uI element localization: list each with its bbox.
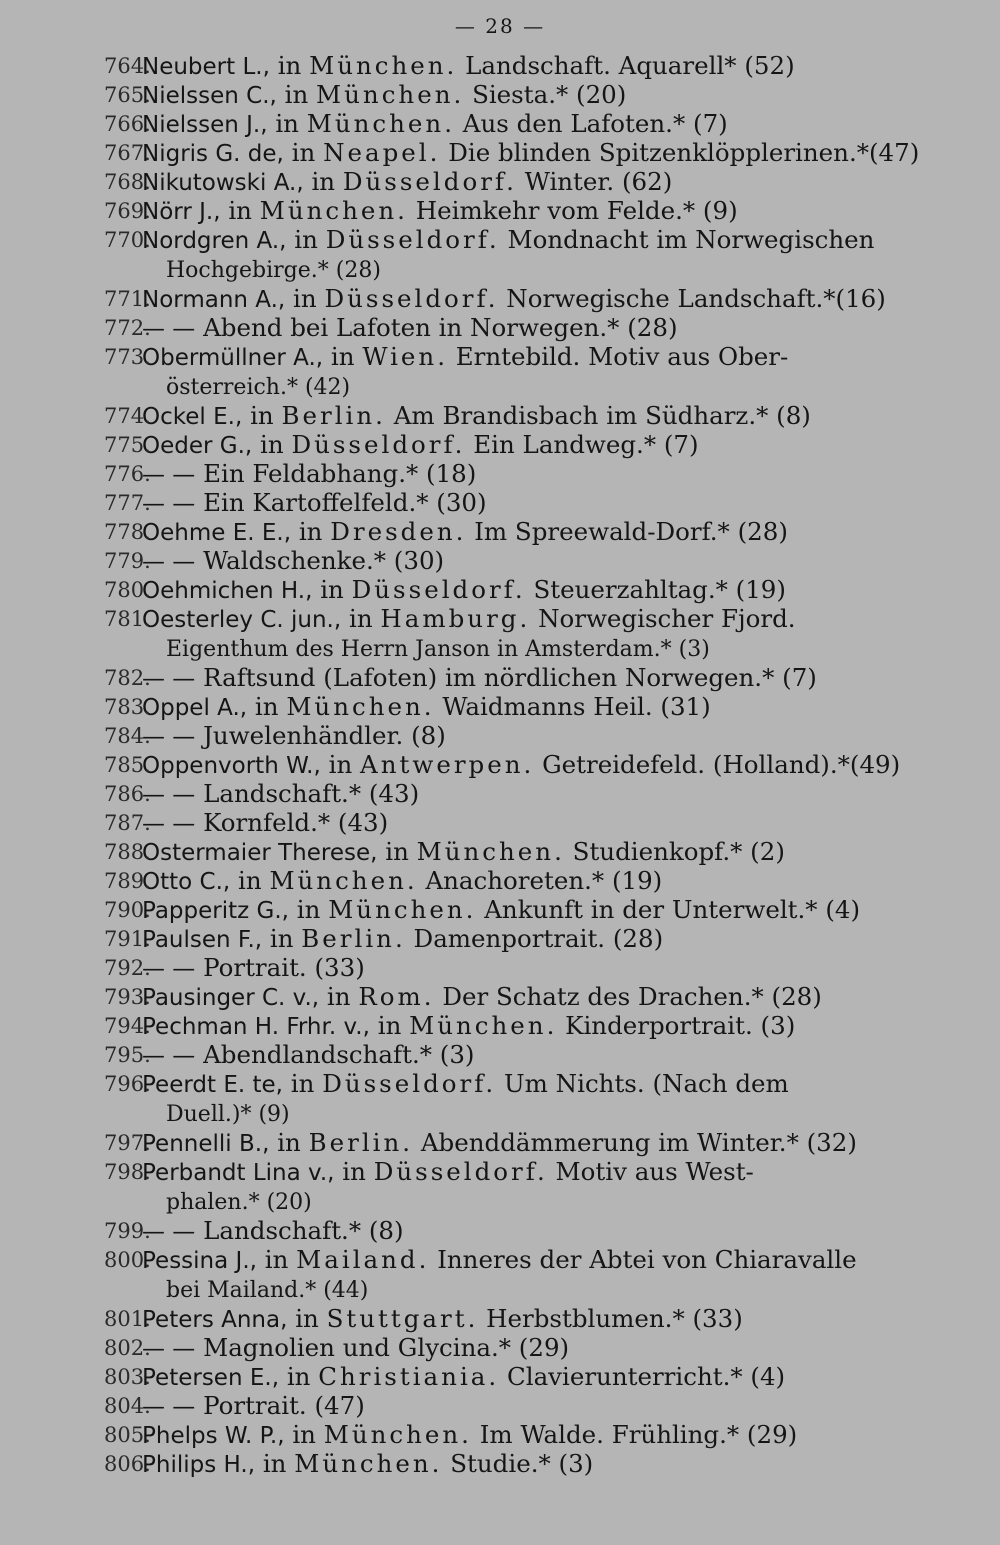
entry-city: München. xyxy=(316,80,465,109)
entry-in: in xyxy=(377,1011,402,1040)
entry-number: 786. xyxy=(104,782,151,806)
entry-number: 799. xyxy=(104,1219,151,1243)
catalog-entry xyxy=(82,780,962,809)
entry-artist: Oppel A., xyxy=(142,695,248,721)
entry-city: Wien. xyxy=(362,342,448,371)
catalog-entry xyxy=(82,1070,962,1099)
catalog-entry xyxy=(82,1421,962,1450)
entry-in: in xyxy=(262,1449,287,1478)
entry-artist: Nielssen J., xyxy=(142,112,268,138)
entry-title: Damenportrait. (28) xyxy=(413,924,664,953)
entry-title: Waidmanns Heil. (31) xyxy=(442,692,711,721)
entry-number: 773. xyxy=(104,345,151,369)
entry-title: Motiv aus West- xyxy=(555,1157,754,1186)
entry-in: in xyxy=(238,866,262,895)
entry-title: Studie.* (3) xyxy=(450,1449,594,1478)
entry-artist: Ostermaier Therese, xyxy=(142,840,378,866)
entry-title: Raftsund (Lafoten) im nördlichen Norwegen.* (7) xyxy=(203,663,817,692)
entry-title: Steuerzahltag.* (19) xyxy=(533,575,786,604)
entry-title: Abenddämmerung im Winter.* (32) xyxy=(420,1128,857,1157)
entry-number: 802. xyxy=(104,1336,151,1360)
entry-in: in xyxy=(264,1245,289,1274)
entry-city: Düsseldorf. xyxy=(373,1157,548,1186)
entry-city: Hamburg. xyxy=(380,604,531,633)
entry-number: 805. xyxy=(104,1423,151,1447)
entry-number: 778. xyxy=(104,520,151,544)
entry-city: München. xyxy=(328,895,477,924)
catalog-entry xyxy=(82,1334,962,1363)
catalog-entry xyxy=(82,197,962,226)
entry-artist: — — xyxy=(142,316,196,342)
entry-city: Düsseldorf. xyxy=(322,1069,497,1098)
entry-artist: Peters Anna, xyxy=(142,1307,288,1333)
entry-artist: Pessina J., xyxy=(142,1248,257,1274)
catalog-entry xyxy=(82,285,962,314)
entry-city: Berlin. xyxy=(308,1128,414,1157)
catalog-entry-continuation xyxy=(82,255,962,285)
entry-city: Christiania. xyxy=(318,1362,500,1391)
entry-title: Waldschenke.* (30) xyxy=(203,546,445,575)
entry-title: Norwegische Landschaft.*(16) xyxy=(506,284,886,313)
catalog-entry xyxy=(82,838,962,867)
entry-city: Düsseldorf. xyxy=(291,430,466,459)
entry-title: Abendlandschaft.* (3) xyxy=(203,1040,475,1069)
entry-in: in xyxy=(295,1304,319,1333)
entry-artist: — — xyxy=(142,491,196,517)
entry-in: in xyxy=(320,575,344,604)
catalog-entry xyxy=(82,809,962,838)
catalog-entry xyxy=(82,314,962,343)
entry-number: 794. xyxy=(104,1014,151,1038)
entry-number: 792. xyxy=(104,956,151,980)
catalog-entry xyxy=(82,954,962,983)
entry-number: 787. xyxy=(104,811,151,835)
catalog-entry xyxy=(82,343,962,372)
entry-title: Inneres der Abtei von Chiaravalle xyxy=(437,1245,857,1274)
catalog-entry xyxy=(82,139,962,168)
entry-number: 789. xyxy=(104,869,151,893)
entry-number: 771. xyxy=(104,287,151,311)
catalog-entry-continuation xyxy=(82,372,962,402)
entry-number: 764. xyxy=(104,54,151,78)
entry-artist: — — xyxy=(142,549,196,575)
entry-artist: Obermüllner A., xyxy=(142,345,324,371)
entry-city: Antwerpen. xyxy=(360,750,535,779)
catalog-entry xyxy=(82,1129,962,1158)
entry-artist: — — xyxy=(142,1336,196,1362)
entry-city: Dresden. xyxy=(330,517,467,546)
entry-number: 793. xyxy=(104,985,151,1009)
entry-artist: Nikutowski A., xyxy=(142,170,304,196)
entry-in: in xyxy=(254,692,279,721)
catalog-entry xyxy=(82,925,962,954)
catalog-entry xyxy=(82,896,962,925)
catalog-entry xyxy=(82,1217,962,1246)
entry-city: Düsseldorf. xyxy=(351,575,526,604)
entry-city: Stuttgart. xyxy=(326,1304,479,1333)
entry-number: 785. xyxy=(104,753,151,777)
entry-title: Ankunft in der Unterwelt.* (4) xyxy=(484,895,861,924)
entry-city: München. xyxy=(286,692,435,721)
entry-in: in xyxy=(277,1128,301,1157)
entry-artist: — — xyxy=(142,724,196,750)
entry-number: 765. xyxy=(104,83,151,107)
entry-artist: Pausinger C. v., xyxy=(142,985,320,1011)
entry-in: in xyxy=(293,284,317,313)
entry-artist: Ockel E., xyxy=(142,404,243,430)
entry-title: Portrait. (47) xyxy=(203,1391,365,1420)
entry-in: in xyxy=(294,225,318,254)
entry-title: Im Walde. Frühling.* (29) xyxy=(479,1420,798,1449)
entry-artist: — — xyxy=(142,1043,196,1069)
entry-artist: Nigris G. de, xyxy=(142,141,284,167)
entry-artist: Perbandt Lina v., xyxy=(142,1160,335,1186)
entry-artist: Pechman H. Frhr. v., xyxy=(142,1014,370,1040)
catalog-entry xyxy=(82,1392,962,1421)
entry-in: in xyxy=(298,517,323,546)
entry-in: in xyxy=(275,109,299,138)
entry-artist: Philips H., xyxy=(142,1452,256,1478)
entry-city: München. xyxy=(323,1420,472,1449)
entry-title: Erntebild. Motiv aus Ober- xyxy=(455,342,789,371)
catalog-entry xyxy=(82,1305,962,1334)
entry-artist: — — xyxy=(142,1394,196,1420)
catalog-entry-continuation xyxy=(82,634,962,664)
entry-title: Winter. (62) xyxy=(524,167,673,196)
entry-city: Düsseldorf. xyxy=(342,167,517,196)
entry-artist: Neubert L., xyxy=(142,54,270,80)
entry-in: in xyxy=(228,196,252,225)
entry-in: in xyxy=(284,80,309,109)
entry-city: München. xyxy=(409,1011,558,1040)
catalog-entry xyxy=(82,1041,962,1070)
entry-title: Juwelenhändler. (8) xyxy=(203,721,446,750)
entry-artist: Oeder G., xyxy=(142,433,253,459)
catalog-entry xyxy=(82,489,962,518)
entry-in: in xyxy=(385,837,409,866)
entry-number: 797. xyxy=(104,1131,151,1155)
catalog-entry xyxy=(82,867,962,896)
page-number: — 28 — xyxy=(454,14,546,38)
entry-number: 795. xyxy=(104,1043,151,1067)
entry-title: Ein Feldabhang.* (18) xyxy=(203,459,477,488)
entry-title: Clavierunterricht.* (4) xyxy=(506,1362,786,1391)
catalog-entry xyxy=(82,983,962,1012)
entry-number: 777. xyxy=(104,491,151,515)
catalog-entry-continuation xyxy=(82,1187,962,1217)
entry-city: München. xyxy=(416,837,565,866)
entry-artist: Papperitz G., xyxy=(142,898,289,924)
entry-title: Herbstblumen.* (33) xyxy=(486,1304,743,1333)
entry-number: 779. xyxy=(104,549,151,573)
entry-artist: — — xyxy=(142,956,196,982)
entry-title: Mondnacht im Norwegischen xyxy=(507,225,875,254)
entry-title: Landschaft.* (8) xyxy=(203,1216,404,1245)
entry-city: Rom. xyxy=(358,982,435,1011)
entry-title: Der Schatz des Drachen.* (28) xyxy=(442,982,822,1011)
entry-number: 790. xyxy=(104,898,151,922)
entry-in: in xyxy=(290,1069,315,1098)
entry-title: Ein Landweg.* (7) xyxy=(473,430,699,459)
entry-continuation: österreich.* (42) xyxy=(166,375,351,400)
catalog-entry xyxy=(82,518,962,547)
entry-artist: Oehme E. E., xyxy=(142,520,292,546)
entry-number: 788. xyxy=(104,840,151,864)
catalog-entry-list xyxy=(82,52,962,1479)
entry-title: Im Spreewald-Dorf.* (28) xyxy=(474,517,788,546)
catalog-entry xyxy=(82,693,962,722)
entry-title: Studienkopf.* (2) xyxy=(572,837,785,866)
entry-artist: Pennelli B., xyxy=(142,1131,270,1157)
entry-number: 774. xyxy=(104,404,151,428)
entry-city: München. xyxy=(294,1449,443,1478)
entry-title: Am Brandisbach im Südharz.* (8) xyxy=(393,401,811,430)
entry-continuation: Duell.)* (9) xyxy=(166,1102,290,1127)
entry-title: Landschaft. Aquarell* (52) xyxy=(465,51,795,80)
entry-city: Düsseldorf. xyxy=(325,225,500,254)
entry-number: 770. xyxy=(104,228,151,252)
entry-city: Berlin. xyxy=(301,924,406,953)
catalog-entry xyxy=(82,1246,962,1275)
entry-artist: Nordgren A., xyxy=(142,228,287,254)
catalog-entry xyxy=(82,664,962,693)
entry-number: 803. xyxy=(104,1365,151,1389)
entry-continuation: bei Mailand.* (44) xyxy=(166,1278,369,1303)
entry-title: Magnolien und Glycina.* (29) xyxy=(203,1333,570,1362)
entry-city: München. xyxy=(269,866,418,895)
entry-in: in xyxy=(260,430,284,459)
catalog-entry xyxy=(82,1363,962,1392)
entry-title: Kornfeld.* (43) xyxy=(203,808,389,837)
entry-number: 801. xyxy=(104,1307,151,1331)
entry-in: in xyxy=(269,924,294,953)
entry-artist: — — xyxy=(142,811,196,837)
entry-title: Kinderportrait. (3) xyxy=(565,1011,796,1040)
catalog-entry xyxy=(82,1450,962,1479)
entry-in: in xyxy=(277,51,302,80)
catalog-entry-continuation xyxy=(82,1099,962,1129)
entry-in: in xyxy=(330,342,355,371)
entry-in: in xyxy=(296,895,321,924)
entry-artist: — — xyxy=(142,1219,196,1245)
catalog-entry xyxy=(82,460,962,489)
entry-number: 796. xyxy=(104,1072,151,1096)
entry-city: Berlin. xyxy=(281,401,386,430)
entry-artist: — — xyxy=(142,462,196,488)
entry-title: Anachoreten.* (19) xyxy=(425,866,663,895)
catalog-entry xyxy=(82,110,962,139)
entry-number: 769. xyxy=(104,199,151,223)
entry-title: Norwegischer Fjord. xyxy=(538,604,796,633)
entry-number: 767. xyxy=(104,141,151,165)
catalog-entry-continuation xyxy=(82,1275,962,1305)
entry-artist: Otto C., xyxy=(142,869,231,895)
entry-title: Ein Kartoffelfeld.* (30) xyxy=(203,488,487,517)
entry-in: in xyxy=(326,982,351,1011)
catalog-entry xyxy=(82,81,962,110)
catalog-entry xyxy=(82,52,962,81)
entry-number: 791. xyxy=(104,927,151,951)
catalog-entry xyxy=(82,1158,962,1187)
entry-artist: — — xyxy=(142,782,196,808)
entry-title: Getreidefeld. (Holland).*(49) xyxy=(542,750,901,779)
entry-artist: Oppenvorth W., xyxy=(142,753,321,779)
catalog-entry xyxy=(82,1012,962,1041)
entry-number: 806. xyxy=(104,1452,151,1476)
entry-title: Siesta.* (20) xyxy=(472,80,627,109)
entry-city: München. xyxy=(306,109,455,138)
catalog-entry xyxy=(82,431,962,460)
catalog-entry xyxy=(82,576,962,605)
entry-artist: Peerdt E. te, xyxy=(142,1072,283,1098)
entry-city: München. xyxy=(259,196,408,225)
entry-in: in xyxy=(291,138,316,167)
catalog-entry xyxy=(82,605,962,634)
entry-title: Abend bei Lafoten in Norwegen.* (28) xyxy=(203,313,678,342)
entry-number: 798. xyxy=(104,1160,151,1184)
catalog-entry xyxy=(82,547,962,576)
entry-artist: Petersen E., xyxy=(142,1365,280,1391)
entry-in: in xyxy=(342,1157,366,1186)
entry-title: Portrait. (33) xyxy=(203,953,365,982)
entry-number: 783. xyxy=(104,695,151,719)
entry-in: in xyxy=(286,1362,311,1391)
entry-artist: Normann A., xyxy=(142,287,286,313)
entry-title: Landschaft.* (43) xyxy=(203,779,420,808)
entry-artist: — — xyxy=(142,666,196,692)
entry-city: Mailand. xyxy=(296,1245,430,1274)
entry-number: 780. xyxy=(104,578,151,602)
entry-continuation: phalen.* (20) xyxy=(166,1190,312,1215)
entry-number: 804. xyxy=(104,1394,151,1418)
entry-number: 784. xyxy=(104,724,151,748)
entry-artist: Oehmichen H., xyxy=(142,578,313,604)
entry-continuation: Hochgebirge.* (28) xyxy=(166,258,381,283)
entry-in: in xyxy=(250,401,274,430)
entry-number: 768. xyxy=(104,170,151,194)
entry-title: Die blinden Spitzenklöpplerinen.*(47) xyxy=(448,138,920,167)
entry-artist: Paulsen F., xyxy=(142,927,263,953)
entry-artist: Nörr J., xyxy=(142,199,221,225)
entry-in: in xyxy=(328,750,353,779)
entry-title: Heimkehr vom Felde.* (9) xyxy=(415,196,738,225)
entry-title: Aus den Lafoten.* (7) xyxy=(462,109,728,138)
catalog-entry xyxy=(82,751,962,780)
entry-continuation: Eigenthum des Herrn Janson in Amsterdam.* (3) xyxy=(166,637,710,662)
entry-number: 800. xyxy=(104,1248,151,1272)
entry-in: in xyxy=(348,604,373,633)
entry-number: 781. xyxy=(104,607,151,631)
entry-artist: Oesterley C. jun., xyxy=(142,607,342,633)
catalog-entry xyxy=(82,722,962,751)
catalog-entry xyxy=(82,168,962,197)
entry-city: Neapel. xyxy=(323,138,441,167)
entry-number: 772. xyxy=(104,316,151,340)
catalog-entry xyxy=(82,402,962,431)
entry-in: in xyxy=(292,1420,316,1449)
entry-number: 775. xyxy=(104,433,151,457)
entry-number: 782. xyxy=(104,666,151,690)
entry-number: 766. xyxy=(104,112,151,136)
entry-artist: Nielssen C., xyxy=(142,83,277,109)
entry-city: München. xyxy=(309,51,458,80)
entry-city: Düsseldorf. xyxy=(324,284,499,313)
entry-in: in xyxy=(311,167,336,196)
entry-artist: Phelps W. P., xyxy=(142,1423,285,1449)
entry-number: 776. xyxy=(104,462,151,486)
entry-title: Um Nichts. (Nach dem xyxy=(504,1069,789,1098)
catalog-entry xyxy=(82,226,962,255)
